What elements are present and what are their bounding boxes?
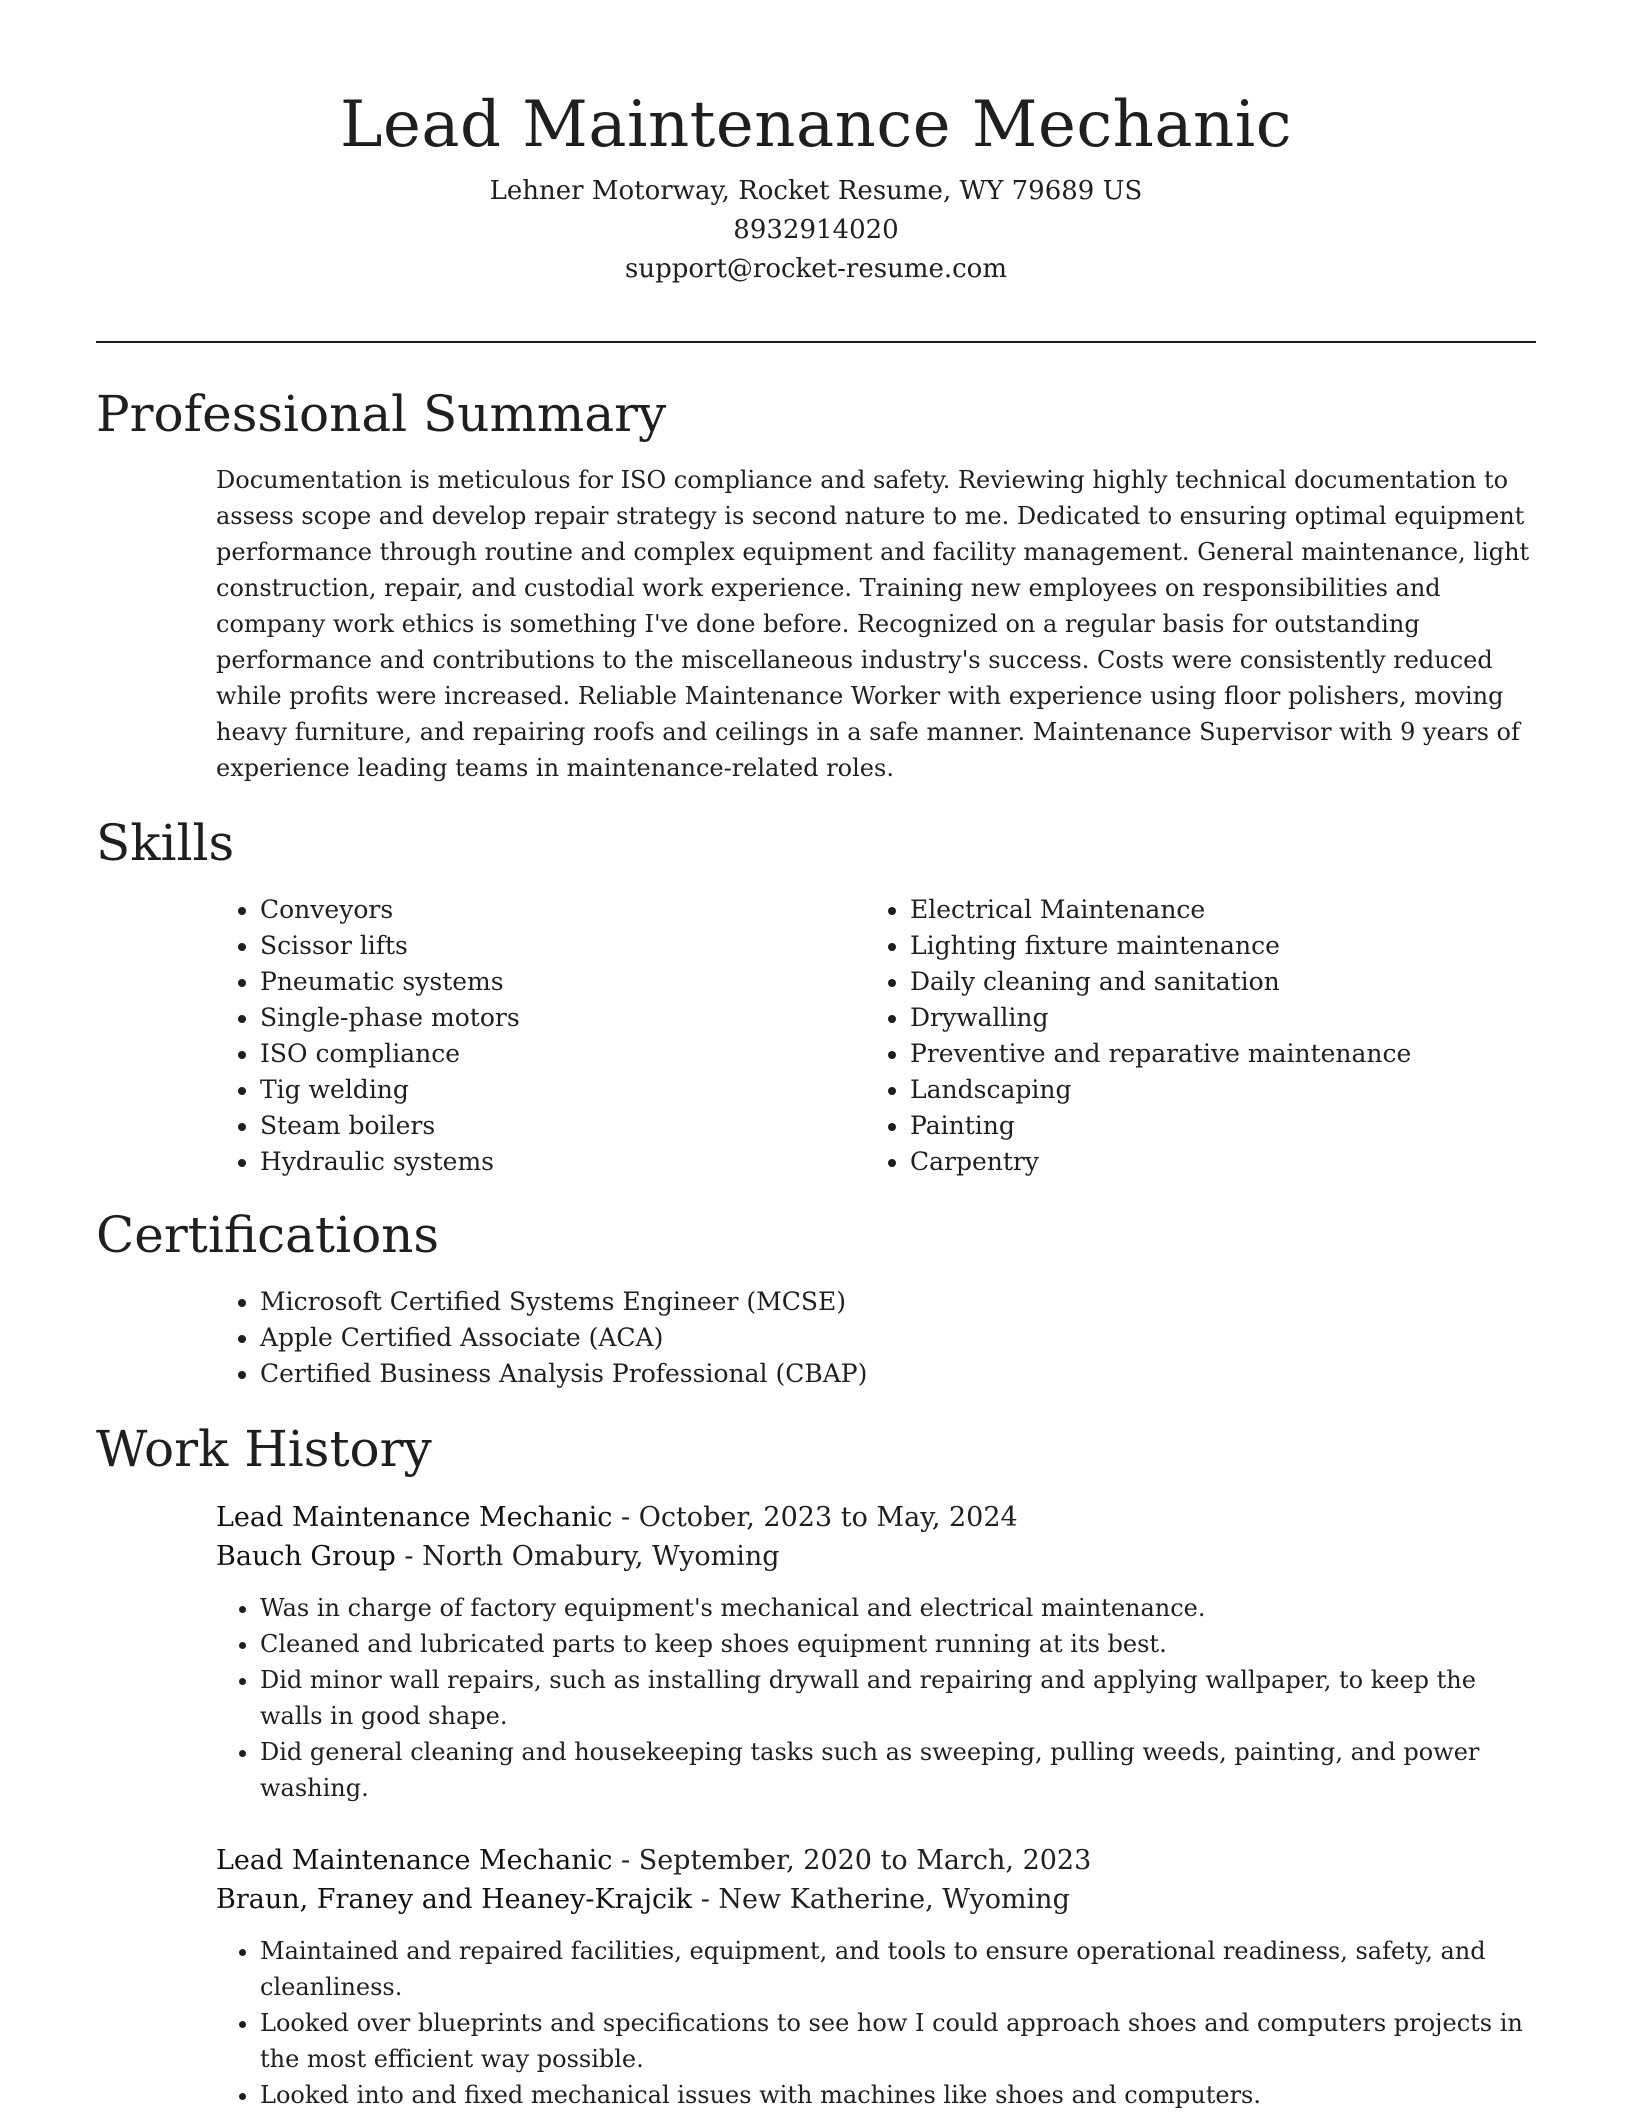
skill-item: • ISO compliance xyxy=(260,1036,866,1072)
skill-item: • Drywalling xyxy=(910,1000,1516,1036)
skill-item: • Hydraulic systems xyxy=(260,1144,866,1180)
contact-address: Lehner Motorway, Rocket Resume, WY 79689 US xyxy=(489,176,1143,206)
job-company-line xyxy=(216,1537,1536,1576)
job-title-line xyxy=(216,1841,1536,1880)
contact-phone: 8932914020 xyxy=(733,215,899,245)
job-company: Braun, Franey and Heaney-Krajcik xyxy=(216,1884,693,1915)
header-divider xyxy=(96,341,1536,343)
skill-item: • Landscaping xyxy=(910,1072,1516,1108)
skill-item: • Scissor lifts xyxy=(260,928,866,964)
job-dates: September, 2020 to March, 2023 xyxy=(638,1845,1092,1876)
certification-item: • Microsoft Certified Systems Engineer (MCSE) xyxy=(260,1284,1536,1320)
section-title-certifications: Certifications xyxy=(96,1206,440,1264)
skill-item: • Preventive and reparative maintenance xyxy=(910,1036,1516,1072)
job-bullet: • Was in charge of factory equipment's mechanical and electrical maintenance. xyxy=(260,1590,1536,1626)
certifications-list xyxy=(216,1284,1536,1392)
skill-item: • Single-phase motors xyxy=(260,1000,866,1036)
job-dates: October, 2023 to May, 2024 xyxy=(638,1502,1018,1533)
job-bullet: • Cleaned and lubricated parts to keep shoes equipment running at its best. xyxy=(260,1626,1536,1662)
job-bullets xyxy=(216,1933,1536,2113)
job-bullet: • Looked over blueprints and specifications to see how I could approach shoes and computers projects in the most efficient way possible. xyxy=(260,2005,1536,2077)
contact-email: support@rocket-resume.com xyxy=(624,254,1007,284)
job-title-line xyxy=(216,1498,1536,1537)
job-location: North Omabury, Wyoming xyxy=(422,1541,780,1572)
job-role: Lead Maintenance Mechanic xyxy=(216,1502,613,1533)
section-title-skills: Skills xyxy=(96,814,235,872)
candidate-name: Lead Maintenance Mechanic xyxy=(339,88,1293,162)
job-bullets xyxy=(216,1590,1536,1806)
job-company-line xyxy=(216,1880,1536,1919)
skills-column-right xyxy=(866,892,1516,1180)
skill-item: • Carpentry xyxy=(910,1144,1516,1180)
skill-item: • Electrical Maintenance xyxy=(910,892,1516,928)
skill-item: • Steam boilers xyxy=(260,1108,866,1144)
section-title-summary: Professional Summary xyxy=(96,385,667,443)
resume-header xyxy=(96,80,1536,289)
job-location: New Katherine, Wyoming xyxy=(718,1884,1070,1915)
skills-column-left xyxy=(216,892,866,1180)
job-bullet: • Did general cleaning and housekeeping tasks such as sweeping, pulling weeds, painting, and power washing. xyxy=(260,1734,1536,1806)
job-company: Bauch Group xyxy=(216,1541,396,1572)
separator: - xyxy=(395,1541,423,1572)
skill-item: • Tig welding xyxy=(260,1072,866,1108)
separator: - xyxy=(692,1884,719,1915)
job-bullet: • Looked into and fixed mechanical issues with machines like shoes and computers. xyxy=(260,2077,1536,2113)
skills-list xyxy=(216,892,1536,1180)
skill-item: • Pneumatic systems xyxy=(260,964,866,1000)
job-entry xyxy=(216,1498,1536,1806)
certification-item: • Apple Certified Associate (ACA) xyxy=(260,1320,1536,1356)
job-role: Lead Maintenance Mechanic xyxy=(216,1845,613,1876)
contact-info xyxy=(96,172,1536,289)
section-title-work-history: Work History xyxy=(96,1420,432,1478)
job-bullet: • Maintained and repaired facilities, equipment, and tools to ensure operational readiness, safety, and cleanliness. xyxy=(260,1933,1536,2005)
skill-item: • Daily cleaning and sanitation xyxy=(910,964,1516,1000)
certification-item: • Certified Business Analysis Professional (CBAP) xyxy=(260,1356,1536,1392)
skill-item: • Conveyors xyxy=(260,892,866,928)
separator: - xyxy=(612,1845,639,1876)
job-bullet: • Did minor wall repairs, such as installing drywall and repairing and applying wallpaper, to keep the walls in good shape. xyxy=(260,1662,1536,1734)
job-entry xyxy=(216,1841,1536,2113)
separator: - xyxy=(612,1502,639,1533)
certifications-bullets xyxy=(216,1284,1536,1392)
skill-item: • Painting xyxy=(910,1108,1516,1144)
summary-text: Documentation is meticulous for ISO compliance and safety. Reviewing highly technical documentation to assess scope and develop repair strategy is second nature to me. Dedicated to ensuring optimal equipment performance through routine and complex equipment and facility management. General maintenance, light construction, repair, and custodial work experience. Training new employees on responsibilities and company work ethics is something I've done before. Recognized on a regular basis for outstanding performance and contributions to the miscellaneous industry's success. Costs were consistently reduced while profits were increased. Reliable Maintenance Worker with experience using floor polishers, moving heavy furniture, and repairing roofs and ceilings in a safe manner. Maintenance Supervisor with 9 years of experience leading teams in maintenance-related roles. xyxy=(216,466,1530,782)
skill-item: • Lighting fixture maintenance xyxy=(910,928,1516,964)
